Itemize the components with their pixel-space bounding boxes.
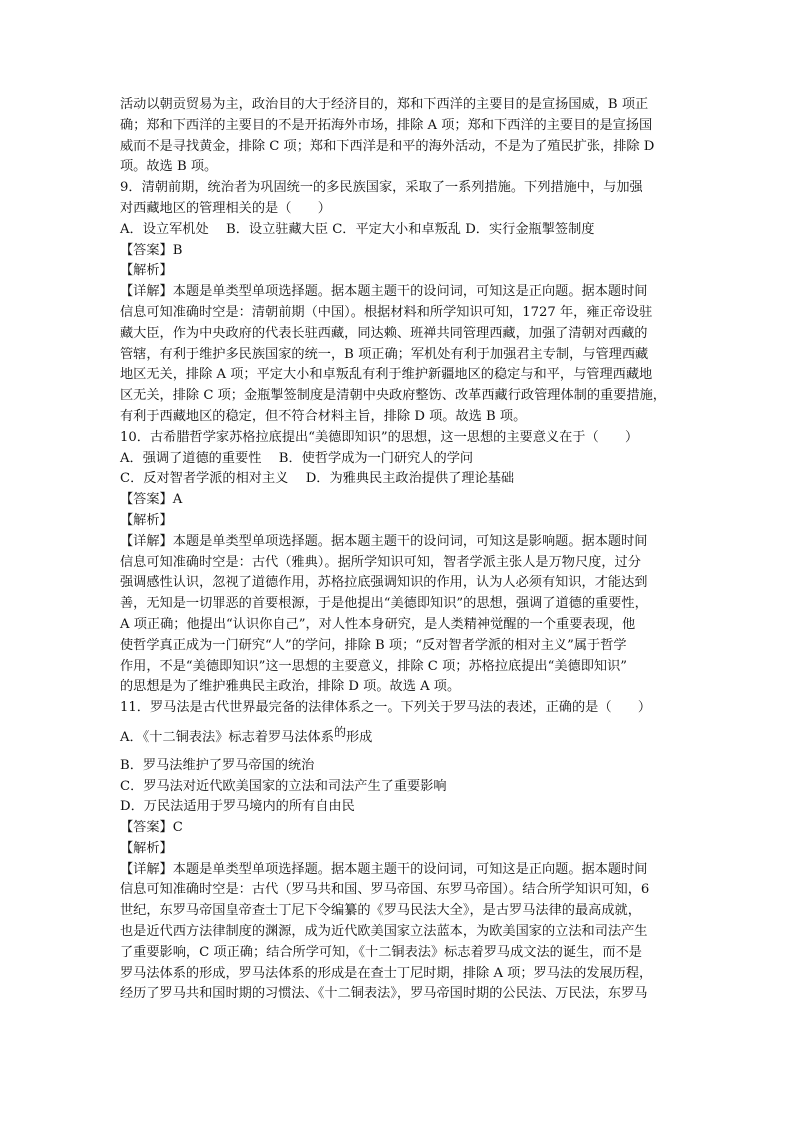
question-stem: 11．罗马法是古代世界最完备的法律体系之一。下列关于罗马法的表述，正确的是（ ） xyxy=(120,700,652,716)
option-b: B．罗马法维护了罗马帝国的统治 xyxy=(120,757,315,773)
text-line: 威而不是寻找黄金，排除 C 项；郑和下西洋是和平的海外活动，不是为了殖民扩张，排除 D xyxy=(120,138,655,154)
analysis-label: 【解析】 xyxy=(120,840,173,856)
detail-line: 罗马法体系的形成，罗马法体系的形成是在查士丁尼时期，排除 A 项；罗马法的发展历程， xyxy=(120,965,653,981)
detail-line: 善，无知是一切罪恶的首要根源，于是他提出“美德即知识”的思想，强调了道德的重要性， xyxy=(120,596,648,612)
detail-line: 使哲学真正成为一门研究“人”的学问，排除 B 项；“反对智者学派的相对主义”属于哲学 xyxy=(120,637,627,653)
detail-line: 信息可知准确时空是：古代（罗马共和国、罗马帝国、东罗马帝国）。结合所学知识可知，6 xyxy=(120,882,650,898)
spacer xyxy=(120,719,675,727)
detail-line: 世纪，东罗马帝国皇帝查士丁尼下令编纂的《罗马民法大全》，是古罗马法律的最高成就， xyxy=(120,903,641,919)
detail-line: 【详解】本题是单类型单项选择题。据本题主题干的设问词，可知这是正向题。据本题时间 xyxy=(120,284,648,300)
option-a-text: A．《十二铜表法》标志着罗马法体系 xyxy=(120,729,334,745)
option-c: C．罗马法对近代欧美国家的立法和司法产生了重要影响 xyxy=(120,778,447,794)
answer-label: 【答案】B xyxy=(120,242,183,258)
question-10 xyxy=(120,428,675,698)
detail-line: 信息可知准确时空是：清朝前期（中国）。根据材料和所学知识可知，1727 年，雍正帝设驻 xyxy=(120,304,653,320)
question-options: A．强调了道德的重要性 B．使哲学成为一门研究人的学问 xyxy=(120,450,474,466)
option-a-tail: 形成 xyxy=(345,729,373,745)
answer-label: 【答案】A xyxy=(120,492,183,508)
question-options: A．设立军机处 B．设立驻藏大臣 C．平定大小和卓叛乱 D．实行金瓶掣签制度 xyxy=(120,221,595,237)
detail-line: 了重要影响，C 项正确；结合所学可知，《十二铜表法》标志着罗马成文法的诞生，而不是 xyxy=(120,944,642,960)
question-stem: 10．古希腊哲学家苏格拉底提出“美德即知识”的思想，这一思想的主要意义在于（ ） xyxy=(120,429,639,445)
detail-line: 管辖，有利于维护多民族国家的统一，B 项正确；军机处有利于加强君主专制，与管理西藏 xyxy=(120,346,649,362)
intro-paragraph xyxy=(120,95,675,178)
question-9 xyxy=(120,178,675,428)
analysis-label: 【解析】 xyxy=(120,512,173,528)
text-line: 项。故选 B 项。 xyxy=(120,159,218,175)
detail-line: A 项正确；他提出“认识你自己”，对人性本身研究，是人类精神觉醒的一个重要表现，他 xyxy=(120,616,636,632)
page-content xyxy=(120,95,675,1005)
option-d: D．万民法适用于罗马境内的所有自由民 xyxy=(120,799,355,815)
detail-line: 信息可知准确时空是：古代（雅典）。据所学知识可知，智者学派主张人是万物尺度，过分 xyxy=(120,554,641,570)
detail-line: 地区无关，排除 A 项；平定大小和卓叛乱有利于维护新疆地区的稳定与和平，与管理西藏地 xyxy=(120,367,653,383)
detail-line: 【详解】本题是单类型单项选择题。据本题主题干的设问词，可知这是影响题。据本题时间 xyxy=(120,533,648,549)
detail-line: 【详解】本题是单类型单项选择题。据本题主题干的设问词，可知这是正向题。据本题时间 xyxy=(120,861,648,877)
detail-line: 作用，不是“美德即知识”这一思想的主要意义，排除 C 项；苏格拉底提出“美德即知识” xyxy=(120,658,628,674)
detail-line: 也是近代西方法律制度的渊源，成为近代欧美国家立法蓝本，为欧美国家的立法和司法产生 xyxy=(120,924,648,940)
detail-line: 经历了罗马共和国时期的习惯法、《十二铜表法》，罗马帝国时期的公民法、万民法，东罗马 xyxy=(120,986,648,1002)
option-a xyxy=(120,724,675,748)
question-stem: 对西藏地区的管理相关的是（ ） xyxy=(120,200,331,216)
question-options: C．反对智者学派的相对主义 D．为雅典民主政治提供了理论基础 xyxy=(120,471,515,487)
question-11 xyxy=(120,698,675,1005)
option-a-raised-char: 的 xyxy=(333,724,346,739)
detail-line: 区无关，排除 C 项；金瓶掣签制度是清朝中央政府整饬、改革西藏行政管理体制的重要措施， xyxy=(120,388,666,404)
text-line: 确；郑和下西洋的主要目的不是开拓海外市场，排除 A 项；郑和下西洋的主要目的是宣扬国 xyxy=(120,117,653,133)
text-line: 活动以朝贡贸易为主，政治目的大于经济目的，郑和下西洋的主要目的是宣扬国威，B 项正 xyxy=(120,97,649,112)
answer-label: 【答案】C xyxy=(120,820,183,836)
analysis-label: 【解析】 xyxy=(120,263,173,279)
detail-line: 强调感性认识，忽视了道德作用，苏格拉底强调知识的作用，认为人必须有知识，才能达到 xyxy=(120,575,648,591)
spacer xyxy=(120,748,675,756)
detail-line: 的思想是为了维护雅典民主政治，排除 D 项。故选 A 项。 xyxy=(120,679,461,695)
detail-line: 藏大臣，作为中央政府的代表长驻西藏，同达赖、班禅共同管理西藏，加强了清朝对西藏的 xyxy=(120,325,648,341)
question-stem: 9．清朝前期，统治者为巩固统一的多民族国家，采取了一系列措施。下列措施中，与加强 xyxy=(120,180,643,196)
detail-line: 有利于西藏地区的稳定，但不符合材料主旨，排除 D 项。故选 B 项。 xyxy=(120,408,527,424)
